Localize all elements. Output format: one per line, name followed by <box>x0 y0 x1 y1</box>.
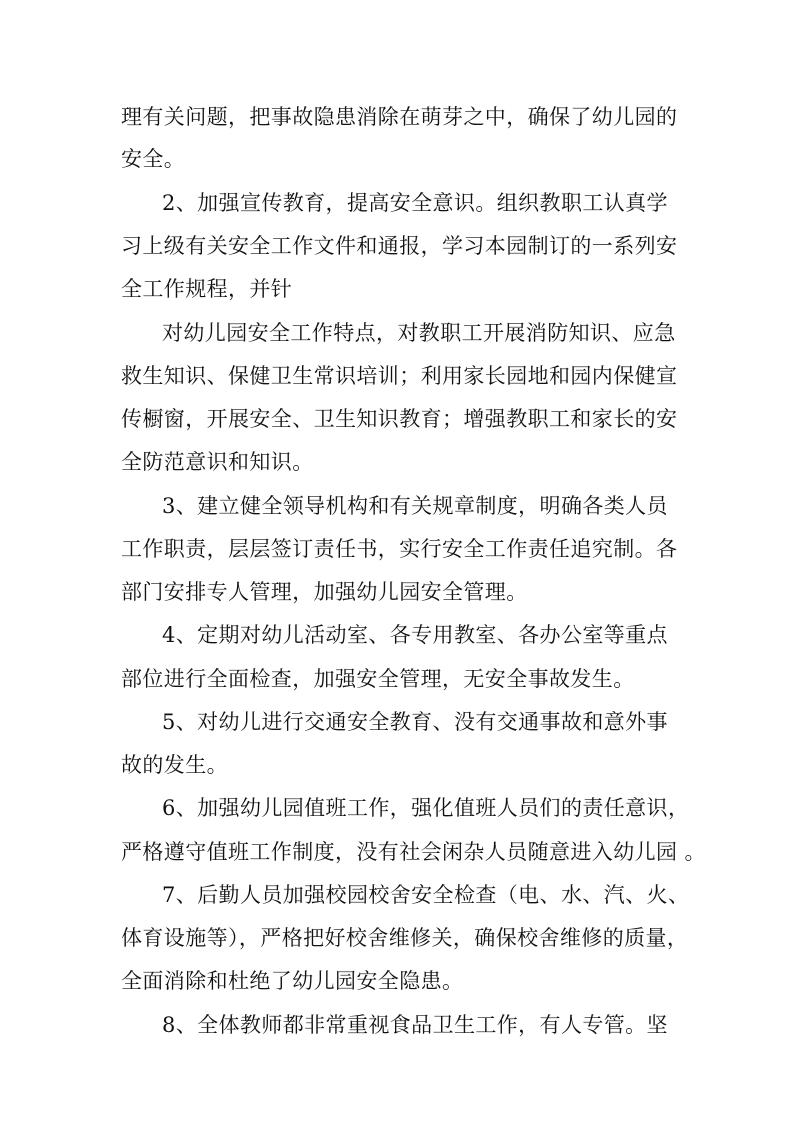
text-line-2: 安全。 <box>121 147 186 171</box>
text-line-19: 7、后勤人员加强校园校舍安全检查（电、水、汽、火、 <box>162 883 690 907</box>
text-line-9: 全防范意识和知识。 <box>121 450 314 474</box>
text-line-6: 对幼儿园安全工作特点，对教职工开展消防知识、应急 <box>162 321 676 345</box>
text-line-5: 全工作规程，并针 <box>121 277 293 301</box>
text-line-21: 全面消除和杜绝了幼儿园安全隐患。 <box>121 969 464 993</box>
text-line-22: 8、全体教师都非常重视食品卫生工作，有人专管。坚 <box>162 1013 668 1037</box>
text-line-12: 部门安排专人管理，加强幼儿园安全管理。 <box>121 580 528 604</box>
text-line-13: 4、定期对幼儿活动室、各专用教室、各办公室等重点 <box>162 623 668 647</box>
text-line-10: 3、建立健全领导机构和有关规章制度，明确各类人员 <box>162 494 668 518</box>
text-line-11: 工作职责，层层签订责任书，实行安全工作责任追究制。各 <box>121 537 678 561</box>
text-line-1: 理有关问题，把事故隐患消除在萌芽之中，确保了幼儿园的 <box>121 105 678 129</box>
text-line-17: 6、加强幼儿园值班工作，强化值班人员们的责任意识， <box>162 796 690 820</box>
text-line-16: 故的发生。 <box>121 753 228 777</box>
text-line-4: 习上级有关安全工作文件和通报，学习本园制订的一系列安 <box>121 234 678 258</box>
text-line-8: 传橱窗，开展安全、卫生知识教育；增强教职工和家长的安 <box>121 407 678 431</box>
text-line-18: 严格遵守值班工作制度，没有社会闲杂人员随意进入幼儿园 。 <box>121 840 706 864</box>
text-line-7: 救生知识、保健卫生常识培训；利用家长园地和园内保健宣 <box>121 364 678 388</box>
text-line-14: 部位进行全面检查，加强安全管理，无安全事故发生。 <box>121 667 635 691</box>
text-line-20: 体育设施等），严格把好校舍维修关，确保校舍维修的质量， <box>121 926 689 950</box>
text-line-15: 5、对幼儿进行交通安全教育、没有交通事故和意外事 <box>162 710 668 734</box>
text-line-3: 2、加强宣传教育，提高安全意识。组织教职工认真学 <box>162 191 668 215</box>
